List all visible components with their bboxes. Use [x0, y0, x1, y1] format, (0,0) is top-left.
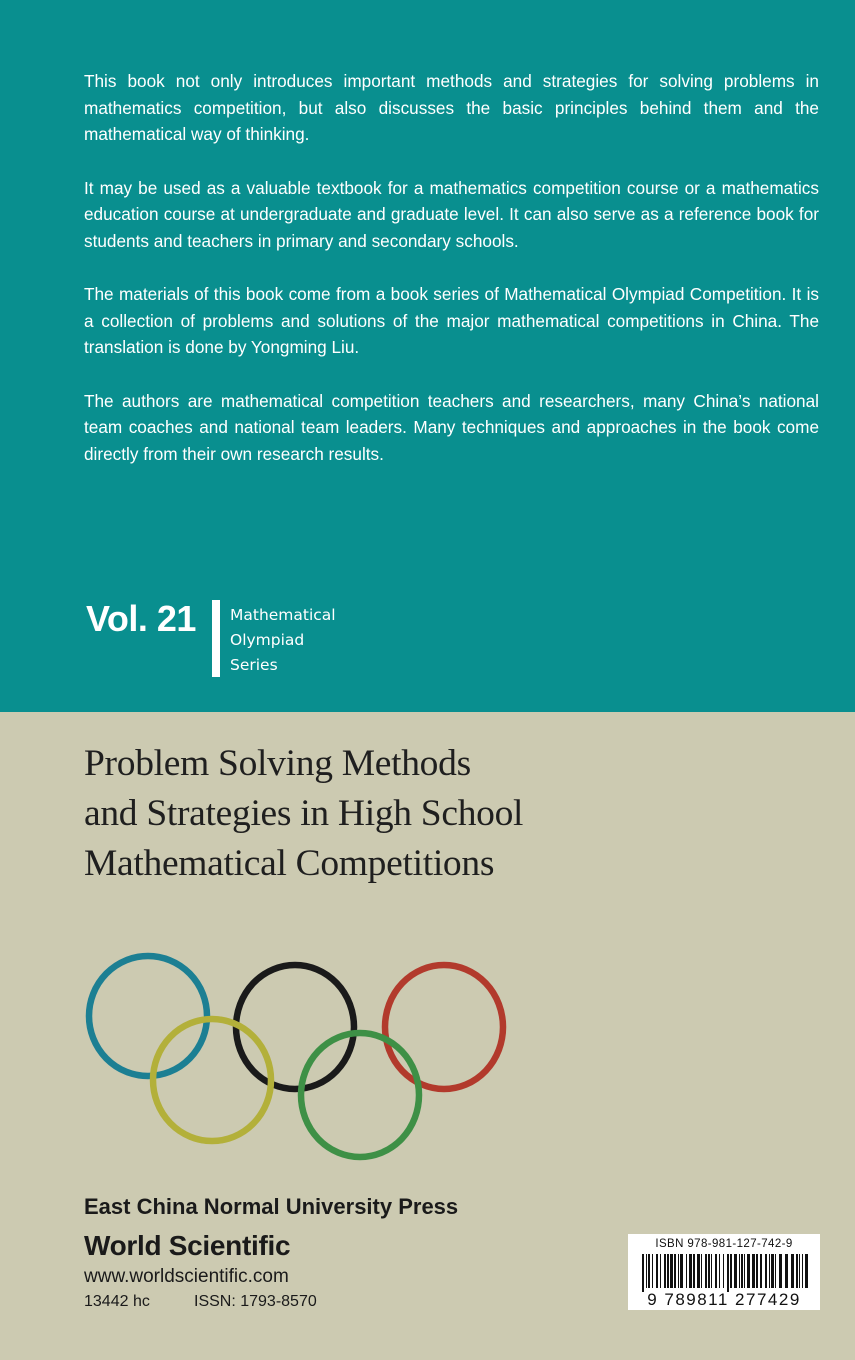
barcode-bar	[715, 1254, 717, 1288]
isbn-label: ISBN 978-981-127-742-9	[655, 1238, 793, 1250]
barcode-bar	[723, 1254, 724, 1288]
barcode-bar	[678, 1254, 679, 1288]
barcode-bar	[775, 1254, 776, 1288]
barcode-bar	[689, 1254, 692, 1288]
barcode-digits: 9 789811 277429	[647, 1290, 801, 1309]
barcode-bar	[686, 1254, 687, 1288]
green-ring	[301, 1033, 419, 1157]
barcode-bar	[741, 1254, 743, 1288]
barcode-bar	[785, 1254, 788, 1288]
yellow-ring	[153, 1019, 271, 1141]
book-code: 13442 hc	[84, 1293, 150, 1310]
blurb-paragraph-2: It may be used as a valuable textbook for a mathematics competition course or a mathematics education course at undergraduate and graduate level. It can also serve as a reference book for students and teachers in primary and secondary schools.	[84, 177, 819, 251]
volume-number: Vol. 21	[86, 598, 196, 639]
blue-ring	[89, 956, 207, 1076]
barcode-bar	[656, 1254, 658, 1288]
barcode-bar	[680, 1254, 683, 1288]
barcode-bar	[674, 1254, 676, 1288]
barcode-bar	[791, 1254, 794, 1288]
back-cover-blurb	[84, 68, 819, 494]
series-name-line-1: Mathematical	[230, 606, 336, 624]
book-title-line-2: and Strategies in High School	[84, 793, 524, 834]
book-title-line-1: Problem Solving Methods	[84, 743, 471, 784]
barcode-bar	[730, 1254, 732, 1288]
blurb-paragraph-1: This book not only introduces important methods and strategies for solving problems in mathematics competition, but also discusses the basic principles behind them and the mathematical way of thinking.	[84, 71, 819, 144]
book-title-line-3: Mathematical Competitions	[84, 843, 495, 884]
barcode-bar	[719, 1254, 720, 1288]
barcode-bar	[664, 1254, 666, 1288]
publisher-url: www.worldscientific.com	[84, 1266, 289, 1287]
series-name	[230, 603, 336, 678]
barcode-bar	[802, 1254, 803, 1288]
series-name-line-2: Olympiad	[230, 631, 305, 649]
barcode-bar	[805, 1254, 808, 1288]
barcode-bar	[765, 1254, 767, 1288]
blurb-paragraph-4: The authors are mathematical competition teachers and researchers, many China’s national team coaches and national team leaders. Many techniques and approaches in the book come directly from their own research results.	[84, 390, 819, 464]
book-title	[84, 739, 784, 889]
barcode-bar	[705, 1254, 707, 1288]
barcode-bar	[752, 1254, 755, 1288]
barcode-bar	[796, 1254, 798, 1288]
olympic-rings-icon	[80, 940, 520, 1180]
barcode-bar	[747, 1254, 750, 1288]
blurb-paragraph-3: The materials of this book come from a book series of Mathematical Olympiad Competition. It is a collection of problems and solutions of the major mathematical competitions in China. The translation is done by Yongming Liu.	[84, 284, 819, 357]
barcode-bar	[701, 1254, 702, 1288]
barcode-bar	[708, 1254, 710, 1288]
barcode-bar	[744, 1254, 745, 1288]
barcode-bar	[739, 1254, 740, 1288]
barcode-bar	[779, 1254, 782, 1288]
publisher-name: World Scientific	[84, 1230, 291, 1261]
barcode-bar	[769, 1254, 770, 1288]
barcode-bar	[642, 1254, 644, 1292]
barcode-bar	[648, 1254, 650, 1288]
series-name-line-3: Series	[230, 656, 278, 674]
series-divider	[212, 600, 220, 677]
barcode-bar	[734, 1254, 737, 1288]
black-ring	[236, 965, 354, 1089]
barcode-bar	[771, 1254, 774, 1288]
barcode-bar	[756, 1254, 758, 1288]
barcode-bar	[711, 1254, 712, 1288]
barcode-bar	[652, 1254, 653, 1288]
barcode-bar	[760, 1254, 762, 1288]
barcode-bar	[646, 1254, 647, 1288]
barcode-bar	[697, 1254, 700, 1288]
press-name: East China Normal University Press	[84, 1194, 459, 1219]
red-ring	[385, 965, 503, 1089]
issn: ISSN: 1793-8570	[194, 1293, 317, 1310]
barcode	[628, 1234, 820, 1310]
barcode-bar	[693, 1254, 695, 1288]
barcode-bar	[670, 1254, 673, 1288]
barcode-bar	[799, 1254, 800, 1288]
barcode-bar	[660, 1254, 661, 1288]
barcode-bar	[667, 1254, 669, 1288]
barcode-bar	[727, 1254, 729, 1292]
